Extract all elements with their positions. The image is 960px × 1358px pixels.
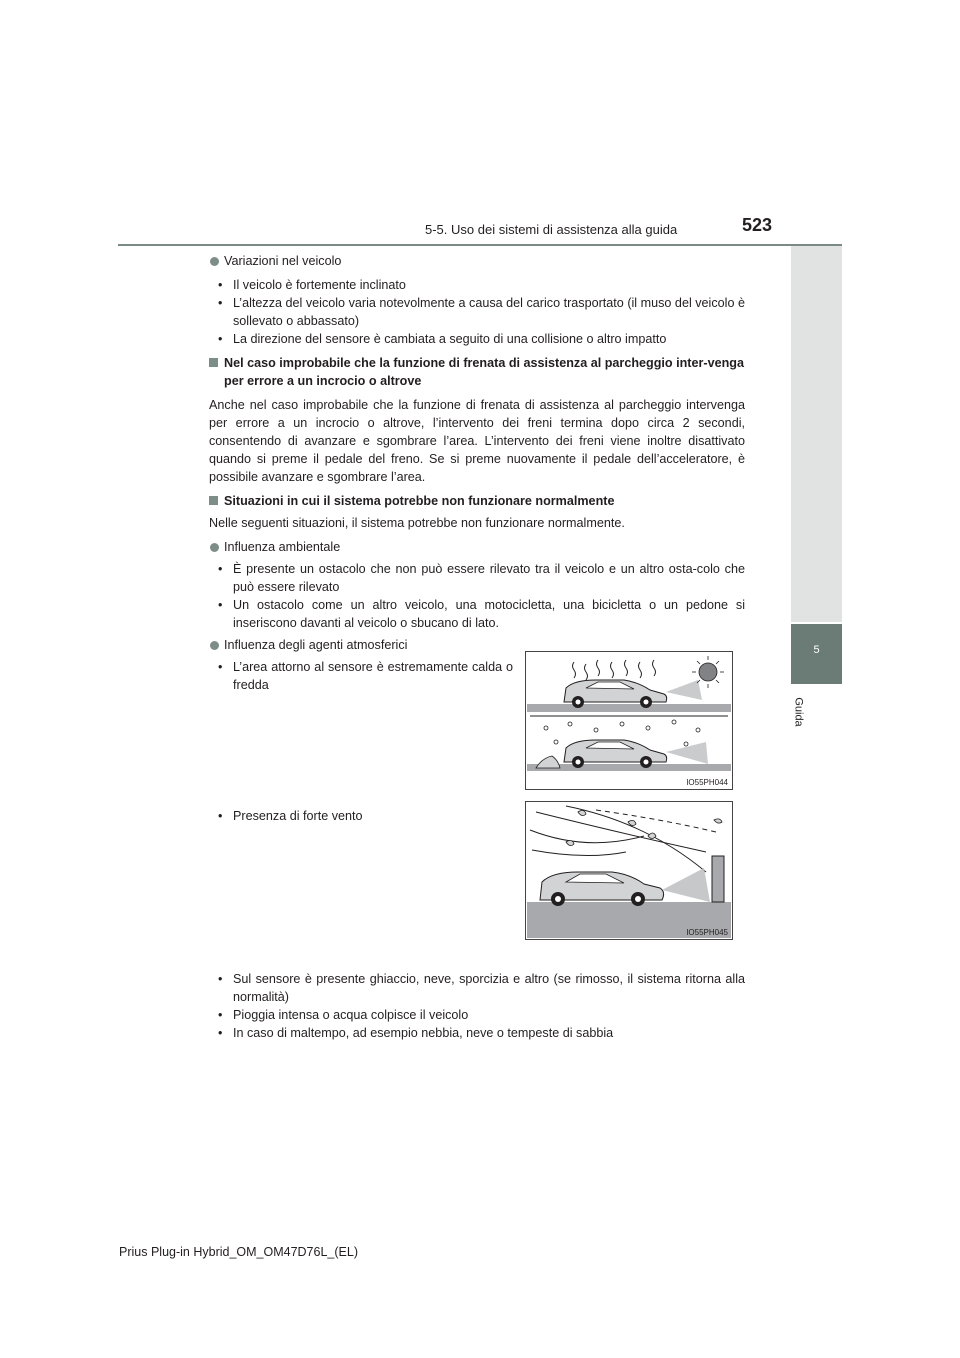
list-item: • Pioggia intensa o acqua colpisce il veicolo <box>209 1006 745 1024</box>
side-tab-number: 5 <box>813 644 820 656</box>
section-heading-malfunction: Situazioni in cui il sistema potrebbe non funzionare normalmente <box>209 492 745 510</box>
list-item-wind: • Presenza di forte vento <box>209 807 513 825</box>
list-item: • L’altezza del veicolo varia notevolmente a causa del carico trasportato (il muso del veicolo è sollevato o abbassato) <box>209 294 745 330</box>
header-section-title: 5-5. Uso dei sistemi di assistenza alla guida <box>425 222 678 237</box>
figure-temperature <box>525 651 733 790</box>
list-item: • Un ostacolo come un altro veicolo, una motocicletta, una bicicletta o un pedone si inseriscono davanti al veicolo o sbucano di lato. <box>209 596 745 632</box>
section-heading-false-activation: Nel caso improbabile che la funzione di frenata di assistenza al parcheggio inter-venga per errore a un incrocio o altrove <box>209 354 745 390</box>
section-heading-environment: Influenza ambientale <box>209 538 745 556</box>
section-heading-weather: Influenza degli agenti atmosferici <box>209 636 745 654</box>
section-heading-vehicle-changes: Variazioni nel veicolo <box>209 252 745 270</box>
footer-document-id: Prius Plug-in Hybrid_OM_OM47D76L_(EL) <box>119 1245 358 1259</box>
paragraph-false-activation: Anche nel caso improbabile che la funzione di frenata di assistenza al parcheggio intervenga per errore a un incrocio o altrove, l’intervento dei freni termina dopo circa 2 secondi, consentendo di avanzare e sgombrare l’area. L’intervento dei freni viene inoltre disattivato quando si preme il pedale del freno. Se si preme nuovamente il pedale dell’acceleratore, è possibile avanzare e sgombrare l’area. <box>209 398 745 484</box>
list-item: • La direzione del sensore è cambiata a seguito di una collisione o altro impatto <box>209 330 745 348</box>
page-number: 523 <box>742 215 773 235</box>
figure-code: IO55PH044 <box>686 778 728 787</box>
figure-wind-illustration <box>526 802 732 939</box>
paragraph-malfunction-intro: Nelle seguenti situazioni, il sistema potrebbe non funzionare normalmente. <box>209 516 625 530</box>
figure-code: IO55PH045 <box>686 928 728 937</box>
list-item: • È presente un ostacolo che non può essere rilevato tra il veicolo e un altro osta-colo che può essere rilevato <box>209 560 745 596</box>
list-item: • In caso di maltempo, ad esempio nebbia, neve o tempeste di sabbia <box>209 1024 745 1042</box>
header-rule <box>118 244 842 246</box>
list-item: • Il veicolo è fortemente inclinato <box>209 276 745 294</box>
figure-wind <box>525 801 733 940</box>
side-tab-label <box>780 688 812 738</box>
list-item-hot-cold: • L’area attorno al sensore è estremamente calda o fredda <box>209 658 513 694</box>
figure-temperature-illustration <box>526 652 732 789</box>
side-tab-label-text: Guida <box>792 697 805 727</box>
side-tab-background <box>791 246 842 622</box>
list-item: • Sul sensore è presente ghiaccio, neve, sporcizia e altro (se rimosso, il sistema ritorna alla normalità) <box>209 970 745 1006</box>
